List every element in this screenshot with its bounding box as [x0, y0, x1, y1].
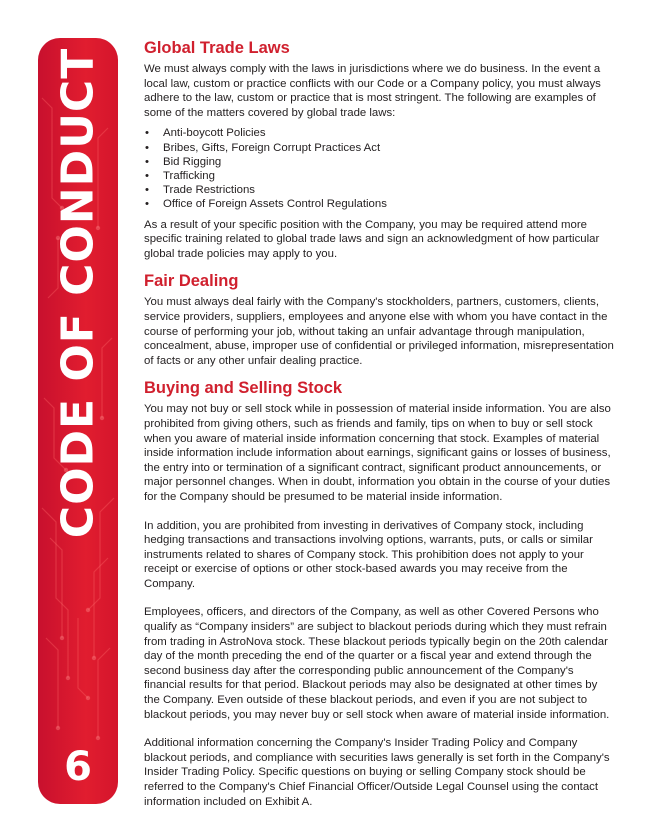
paragraph: Additional information concerning the Company's Insider Trading Policy and Company blackout periods, and compliance with securities laws generally is set forth in the Company's Insider Trading Policy. Specific questions on buying or selling Company stock should be referred to the Company's Chief Financial Officer/Outside Legal Counsel using the contact information included on Exhibit A.: [144, 737, 610, 808]
section-heading: Fair Dealing: [144, 272, 239, 291]
paragraph: You must always deal fairly with the Company's stockholders, partners, customers, clients, service providers, suppliers, employees and anyone else with whom you have contact in the course of performing your job, without taking an unfair advantage through manipulation, concealment, abuse, improper use of confidential or privileged information, misrepresentation of facts or any other unfair dealing practice.: [144, 296, 614, 367]
list-item: • Trafficking: [144, 169, 614, 183]
list-item: • Anti-boycott Policies: [144, 126, 614, 140]
paragraph: As a result of your specific position with the Company, you may be required attend more specific training related to global trade laws and sign an acknowledgment of how particular global trade policies may apply to you.: [144, 218, 600, 260]
paragraph: Employees, officers, and directors of the Company, as well as other Covered Persons who qualify as “Company insiders” are subject to blackout periods during which they must refrain from trading in AstroNova stock. These blackout periods typically begin on the 20th calendar day of the month preceding the end of the quarter or a fiscal year and extend through the second business day after the corresponding public announcement of the Company's financial results for that period. Blackout periods may also be designated at other times by the Company. Even outside of these blackout periods, and even if you are not subject to blackout periods, you may never buy or sell stock when aware of material inside information.: [144, 606, 610, 721]
list-item: • Office of Foreign Assets Control Regulations: [144, 197, 614, 211]
sidebar-banner: [38, 38, 118, 804]
sidebar-title: CODE OF CONDUCT: [52, 47, 104, 539]
list-item: • Trade Restrictions: [144, 183, 614, 197]
section-buying-selling-stock: [144, 378, 614, 809]
page-number: 6: [64, 744, 92, 790]
list-item: • Bribes, Gifts, Foreign Corrupt Practices Act: [144, 141, 614, 155]
paragraph: In addition, you are prohibited from investing in derivatives of Company stock, including hedging transactions and transactions involving options, warrants, puts, or calls or similar instruments related to shares of Company stock. This prohibition does not apply to your receipt or exercise of options or other stock-based awards you may receive from the Company.: [144, 519, 593, 590]
bullet-list: [144, 126, 614, 211]
main-content: [144, 38, 614, 815]
paragraph: You may not buy or sell stock while in possession of material inside information. You are also prohibited from giving others, such as friends and family, tips on when to buy or sell stock when you aware of material inside information concerning that stock. Examples of material inside information include information about earnings, significant gains or losses of business, the entry into or termination of a significant contract, significant product announcements, or major personnel changes. When in doubt, information you obtain in the course of your duties for the Company should be presumed to be material inside information.: [144, 403, 611, 503]
section-fair-dealing: [144, 271, 614, 368]
section-heading: Global Trade Laws: [144, 39, 290, 57]
section-heading: Buying and Selling Stock: [144, 379, 343, 398]
paragraph: We must always comply with the laws in jurisdictions where we do business. In the event a local law, custom or practice conflicts with our Code or a Company policy, you must always adhere to the law, custom or practice that is most stringent. The following are examples of some of the matters covered by global trade laws:: [144, 63, 601, 119]
section-global-trade-laws: [144, 38, 614, 261]
list-item: • Bid Rigging: [144, 155, 614, 169]
